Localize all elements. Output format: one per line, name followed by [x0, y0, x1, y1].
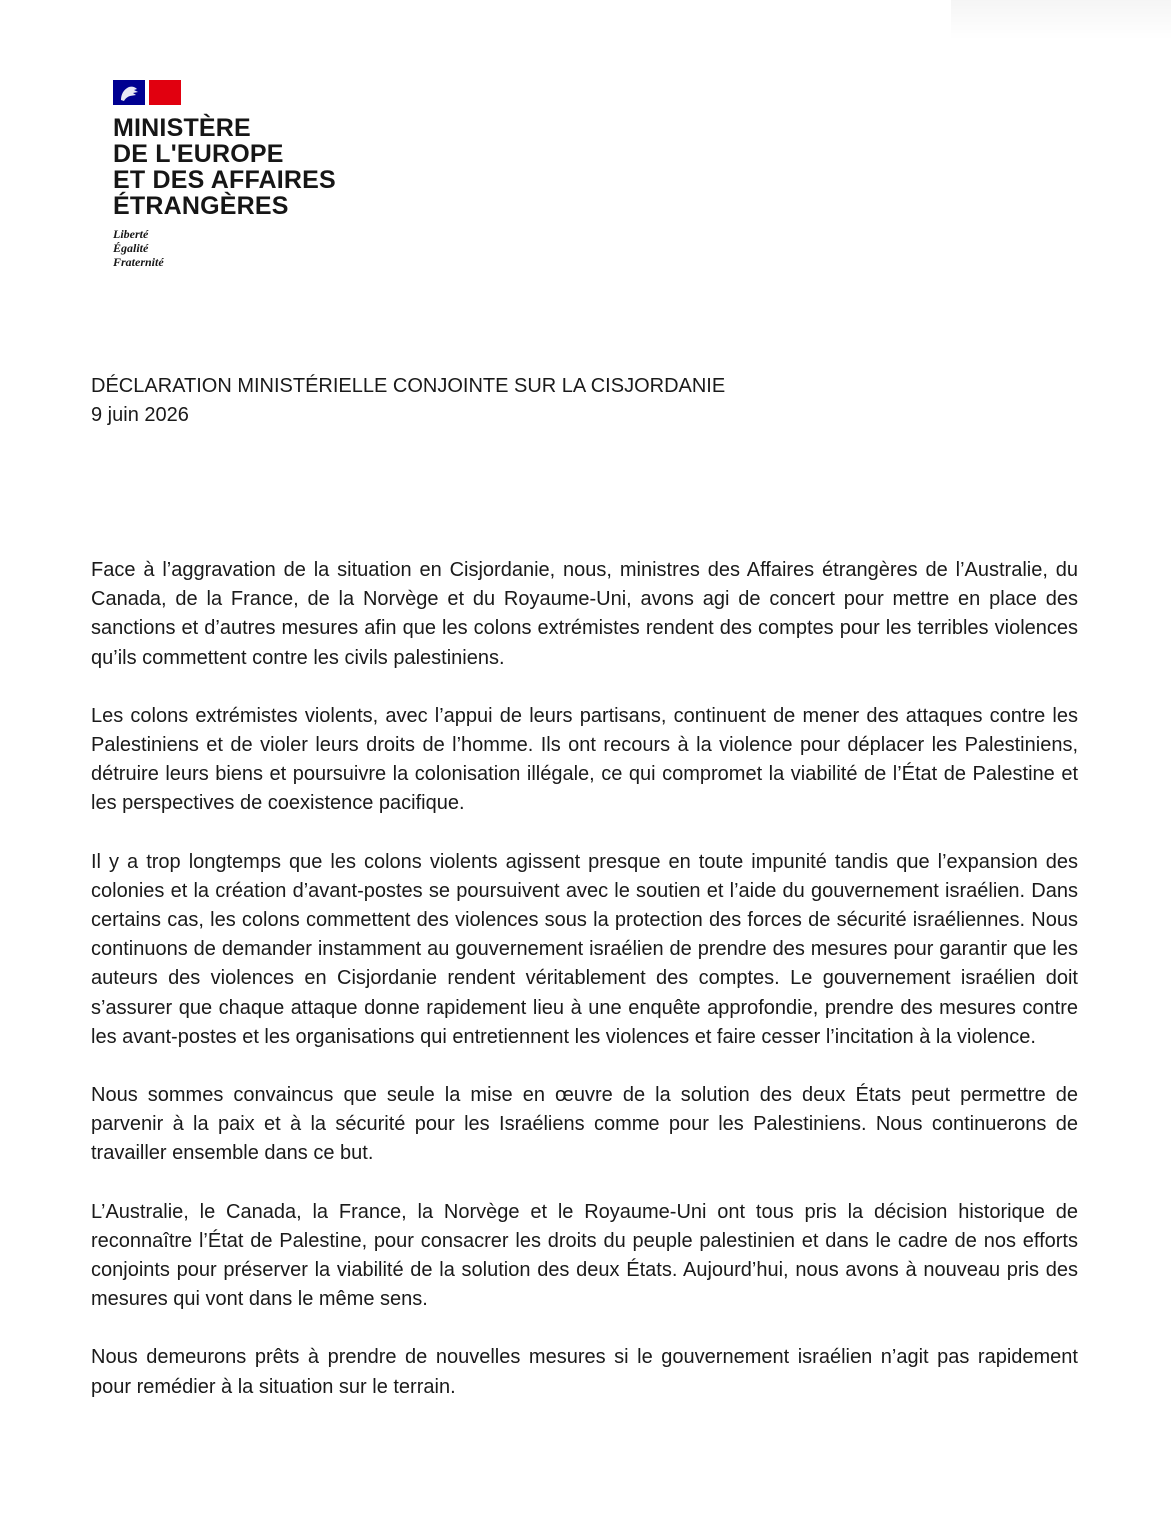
document-date: 9 juin 2026: [91, 404, 189, 426]
ministry-name-line: ÉTRANGÈRES: [113, 192, 289, 220]
marianne-profile-icon: [115, 82, 143, 103]
flag-red-band: [149, 80, 181, 105]
body-paragraph: L’Australie, le Canada, la France, la Norvège et le Royaume-Uni ont tous pris la décision historique de reconnaître l’État de Palestine, pour consacrer les droits du peuple palestinien et dans le cadre de nos efforts conjoints pour préserver la viabilité de la solution des deux États. Aujourd’hui, nous avons à nouveau pris des mesures qui vont dans le même sens.: [91, 1200, 1078, 1311]
body-paragraph: Il y a trop longtemps que les colons violents agissent presque en toute impunité tandis que l’expansion des colonies et la création d’avant-postes se poursuivent avec le soutien et l’aide du gouvernement israélien. Dans certains cas, les colons commettent des violences sous la protection des forces de sécurité israéliennes. Nous continuons de demander instamment au gouvernement israélien de prendre des mesures pour garantir que les auteurs des violences en Cisjordanie rendent véritablement des comptes. Le gouvernement israélien doit s’assurer que chaque attaque donne rapidement lieu à une enquête approfondie, prendre des mesures contre les avant-postes et les organisations qui entretiennent les violences et faire cesser l’incitation à la violence.: [91, 850, 1078, 1048]
ministry-name-line: DE L'EUROPE: [113, 140, 284, 168]
document-heading: [91, 372, 1081, 430]
motto-egalite: Égalité: [113, 241, 149, 255]
motto-liberte: Liberté: [113, 227, 149, 241]
ministry-name-line: ET DES AFFAIRES: [113, 166, 336, 194]
french-flag-icon: [113, 80, 181, 105]
ministry-name: [113, 115, 353, 219]
document-title: DÉCLARATION MINISTÉRIELLE CONJOINTE SUR LA CISJORDANIE: [91, 375, 726, 397]
republic-motto: [113, 227, 353, 269]
ministry-logo: [113, 80, 353, 269]
body-paragraph: Nous sommes convaincus que seule la mise en œuvre de la solution des deux États peut permettre de parvenir à la paix et à la sécurité pour les Israéliens comme pour les Palestiniens. Nous continuerons de travailler ensemble dans ce but.: [91, 1084, 1078, 1165]
flag-blue-band: [113, 80, 145, 105]
body-paragraph: Face à l’aggravation de la situation en Cisjordanie, nous, ministres des Affaires étrangères de l’Australie, du Canada, de la France, de la Norvège et du Royaume-Uni, avons agi de concert pour mettre en place des sanctions et d’autres mesures afin que les colons extrémistes rendent des comptes pour les terribles violences qu’ils commettent contre les civils palestiniens.: [91, 559, 1078, 669]
body-paragraph: Les colons extrémistes violents, avec l’appui de leurs partisans, continuent de mener des attaques contre les Palestiniens et de violer leurs droits de l’homme. Ils ont recours à la violence pour déplacer les Palestiniens, détruire leurs biens et poursuivre la colonisation illégale, ce qui compromet la viabilité de l’État de Palestine et les perspectives de coexistence pacifique.: [91, 704, 1078, 815]
body-paragraph: Nous demeurons prêts à prendre de nouvelles mesures si le gouvernement israélien n’agit pas rapidement pour remédier à la situation sur le terrain.: [91, 1346, 1078, 1398]
page-shadow: [951, 0, 1171, 40]
motto-fraternite: Fraternité: [113, 255, 164, 269]
document-body: [91, 556, 1078, 1431]
ministry-name-line: MINISTÈRE: [113, 114, 251, 142]
